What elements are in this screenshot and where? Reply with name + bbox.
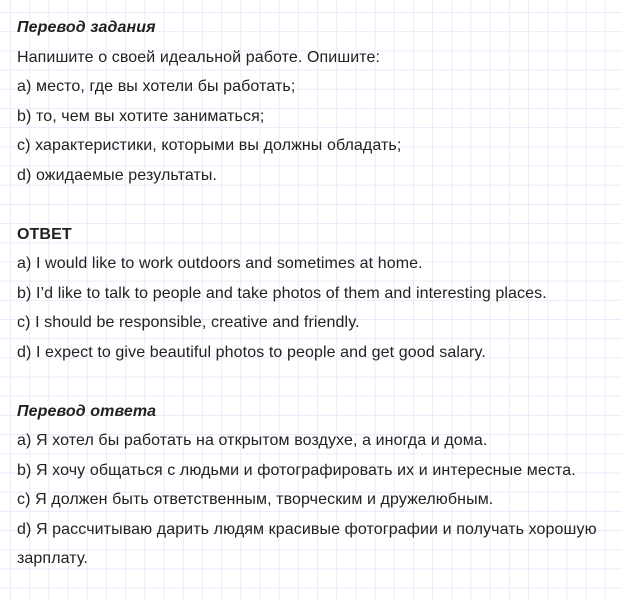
- text-line: d) I expect to give beautiful photos to people and get good salary.: [17, 343, 486, 361]
- text-line: b) то, чем вы хотите заниматься;: [17, 107, 265, 125]
- task-translation-heading: Перевод задания: [17, 19, 156, 36]
- text-line: b) Я хочу общаться с людьми и фотографировать их и интересные места.: [17, 461, 576, 479]
- section-answer: [17, 220, 609, 368]
- answer-heading: ОТВЕТ: [17, 225, 72, 243]
- text-line: a) место, где вы хотели бы работать;: [17, 78, 296, 95]
- text-line: c) I should be responsible, creative and friendly.: [17, 314, 360, 331]
- text-line: a) I would like to work outdoors and sometimes at home.: [17, 255, 423, 272]
- text-line: Напишите о своей идеальной работе. Опишите:: [17, 48, 381, 66]
- text-line: d) ожидаемые результаты.: [17, 166, 218, 184]
- text-line: d) Я рассчитываю дарить людям красивые фотографии и получать хорошую зарплату.: [17, 520, 597, 567]
- answer-translation-heading: Перевод ответа: [17, 402, 157, 420]
- text-line: c) Я должен быть ответственным, творческим и дружелюбным.: [17, 491, 494, 508]
- text-line: b) I’d like to talk to people and take photos of them and interesting places.: [17, 284, 547, 302]
- text-line: c) характеристики, которыми вы должны обладать;: [17, 137, 402, 154]
- section-answer-translation: [17, 397, 609, 574]
- section-task-translation: [17, 13, 609, 190]
- text-line: a) Я хотел бы работать на открытом воздухе, а иногда и дома.: [17, 432, 488, 449]
